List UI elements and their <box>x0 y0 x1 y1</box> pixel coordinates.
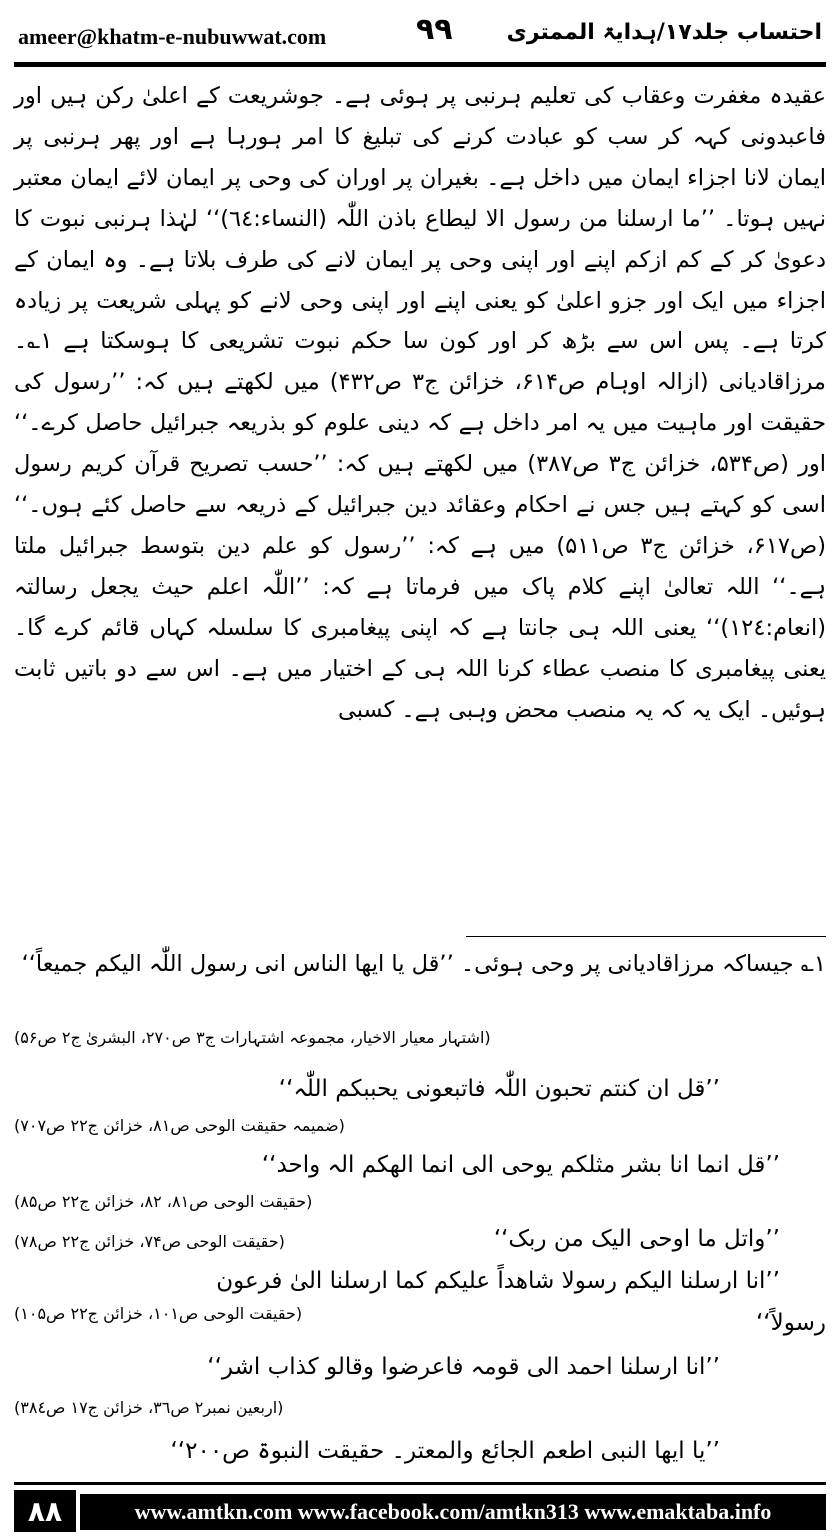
footnote-intro <box>14 944 826 984</box>
footnote-separator <box>466 936 826 937</box>
footnote-intro-ref: (اشتہار معیار الاخیار، مجموعہ اشتہارات ج۳ ص۲۷۰، البشریٰ ج۲ ص۵۶) <box>14 1028 491 1047</box>
header-email: ameer@khatm-e-nubuwwat.com <box>18 24 327 49</box>
header-rule <box>14 62 826 67</box>
footnote-quote-3: ’’واتل ما اوحی الیک من ربک‘‘ <box>493 1226 780 1252</box>
footnote-ref-4: (حقیقت الوحی ص۱۰۱، خزائن ج۲۲ ص۱۰۵) <box>14 1304 303 1323</box>
footnote-ref-2: (حقیقت الوحی ص۸۱، ۸۲، خزائن ج۲۲ ص۸۵) <box>14 1192 313 1211</box>
footnote-ref-5: (اربعین نمبر۲ ص٣٦، خزائن ج١٧ ص٣٨٤) <box>14 1398 284 1417</box>
footnote-quote-4b: رسولاً‘‘ <box>756 1310 826 1336</box>
footnote-quote-6: ’’یا ایھا النبی اطعم الجائع والمعتر۔ حقیقت النبوۃ ص٢٠٠‘‘ <box>170 1438 720 1464</box>
footer-links: www.amtkn.com www.facebook.com/amtkn313 www.emaktaba.info <box>80 1494 826 1530</box>
footnote-intro-text: ۱؎ جیساکہ مرزاقادیانی پر وحی ہوئی۔ ’’قل یا ایھا الناس انی رسول اللّٰہ الیکم جمیعاً‘‘ <box>21 951 826 977</box>
main-text <box>14 76 826 731</box>
footnote-quote-5: ’’انا ارسلنا احمد الی قومہ فاعرضوا وقالو کذاب اشر‘‘ <box>207 1354 720 1380</box>
footnote-quote-2: ’’قل انما انا بشر مثلکم یوحی الی انما الھکم الہ واحد‘‘ <box>261 1152 780 1178</box>
footnote-ref-3: (حقیقت الوحی ص۷۴، خزائن ج۲۲ ص۷۸) <box>14 1232 285 1251</box>
footer-page-number: ۸۸ <box>14 1490 76 1532</box>
footnote-quote-4a: ’’انا ارسلنا الیکم رسولا شاھداً علیکم کما ارسلنا الیٰ فرعون <box>216 1268 780 1294</box>
body-paragraph: عقیدہ مغفرت وعقاب کی تعلیم ہرنبی پر ہوئی ہے۔ جوشریعت کے اعلیٰ رکن ہیں اور فاعبدونی کہہ کر سب کو عبادت کرنے کی تبلیغ کا امر ہورہا ہے اور پھر ہرنبی پر ایمان لانا اجزاء ایمان میں داخل ہے۔ بغیران پر اوران کی وحی پر ایمان لائے ایمان معتبر نہیں ہوتا۔ ’’ما ارسلنا من رسول الا لیطاع باذن اللّٰہ (النساء:٦٤)‘‘ لہٰذا ہرنبی نبوت کا دعویٰ کر کے کم ازکم اپنے اور اپنی وحی پر ایمان لانے کی طرف بلاتا ہے۔ وہ ایمان کے اجزاء میں ایک اور جزو اعلیٰ کو یعنی اپنے اور اپنی وحی لانے کو پہلی شریعت پر زیادہ کرتا ہے۔ پس اس سے بڑھ کر اور کون سا حکم نبوت تشریعی کا ہوسکتا ہے ۱؎۔ مرزاقادیانی (ازالہ اوہام ص۶۱۴، خزائن ج۳ ص۴۳۲) میں لکھتے ہیں کہ: ’’رسول کی حقیقت اور ماہیت میں یہ امر داخل ہے کہ دینی علوم کو بذریعہ جبرائیل حاصل کرے۔‘‘ اور (ص۵۳۴، خزائن ج۳ ص۳۸۷) میں لکھتے ہیں کہ: ’’حسب تصریح قرآن کریم رسول اسی کو کہتے ہیں جس نے احکام وعقائد دین جبرائیل کے ذریعہ سے حاصل کئے ہوں۔‘‘ (ص۶۱۷، خزائن ج۳ ص۵۱۱) میں ہے کہ: ’’رسول کو علم دین بتوسط جبرائیل ملتا ہے۔‘‘ اللہ تعالیٰ اپنے کلام پاک میں فرماتا ہے کہ: ’’اللّٰہ اعلم حیث یجعل رسالتہ (انعام:١٢٤)‘‘ یعنی اللہ ہی جانتا ہے کہ اپنی پیغامبری کا سلسلہ کہاں قائم کرے گا۔ یعنی پیغامبری کا منصب عطاء کرنا اللہ ہی کے اختیار میں ہے۔ اس سے دو باتیں ثابت ہوئیں۔ ایک یہ کہ یہ منصب محض وہبی ہے۔ کسبی <box>14 83 827 723</box>
header-page-number: ۹۹ <box>416 12 453 47</box>
header-book-title: احتساب جلد۱۷/ہدایۃ الممتری <box>506 20 822 45</box>
footnote-ref-1: (ضمیمہ حقیقت الوحی ص۸۱، خزائن ج۲۲ ص۷۰۷) <box>14 1116 345 1135</box>
footer-rule <box>14 1482 826 1485</box>
page-header <box>14 8 826 60</box>
footnote-quote-1: ’’قل ان کنتم تحبون اللّٰہ فاتبعونی یحببکم اللّٰہ‘‘ <box>278 1076 720 1102</box>
